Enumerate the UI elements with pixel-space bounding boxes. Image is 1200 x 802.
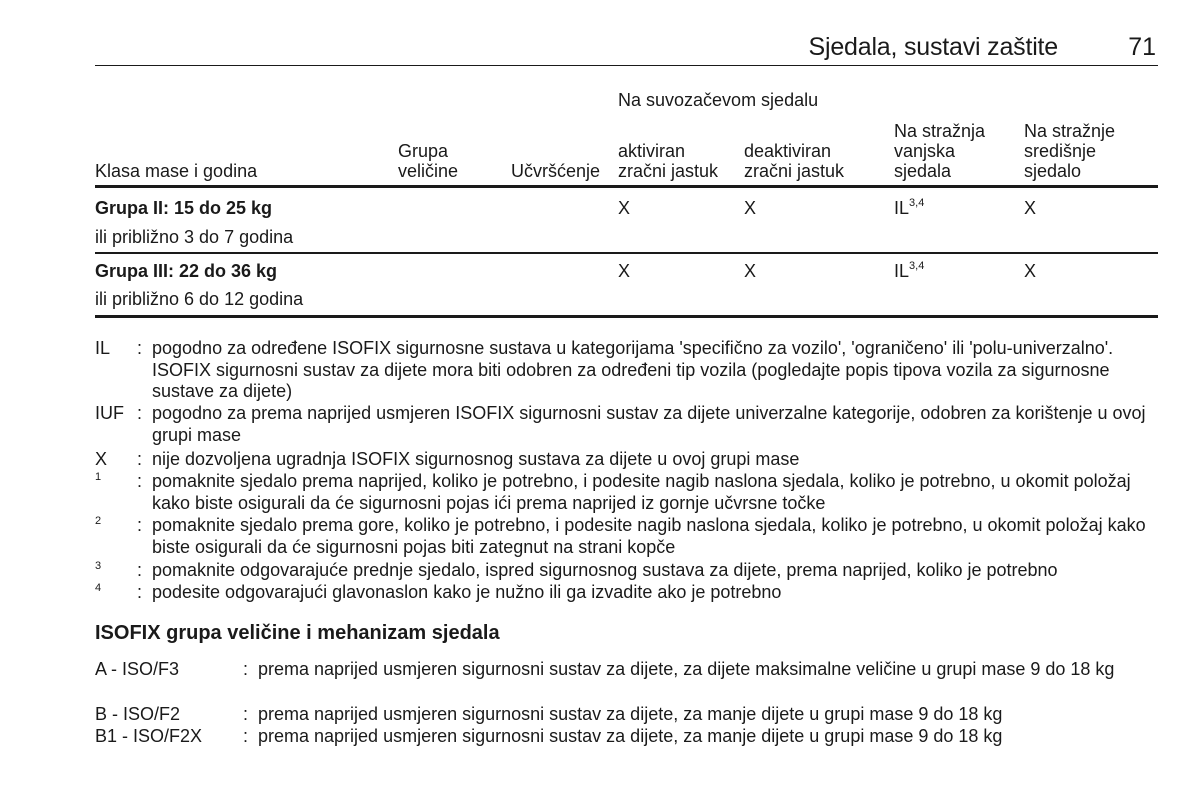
col-header-airbag-off-l2: zračni jastuk (744, 161, 845, 181)
cell-rear-outer: IL$^{3,4}$ (894, 197, 925, 218)
cell-airbag-on: X (618, 261, 631, 281)
size-class-colon: : (243, 704, 249, 724)
footnote-ref: 3,4 (909, 260, 925, 272)
col-header-rear-center-l1: Na stražnje (1024, 121, 1116, 141)
size-class-text: prema naprijed usmjeren sigurnosni sustav za dijete, za manje dijete u grupi mase 9 do 18 kg (258, 726, 1003, 746)
col-header-rear-outer-l2: vanjska (894, 141, 956, 161)
row-age: ili približno 3 do 7 godina (95, 227, 294, 247)
legend-key: IUF (95, 403, 124, 423)
col-header-class: Klasa mase i godina (95, 161, 258, 181)
header-divider (95, 65, 1158, 66)
table-bottom-rule (95, 315, 1158, 318)
col-header-airbag-on-l1: aktiviran (618, 141, 686, 161)
col-header-fixing: Učvršćenje (511, 161, 601, 181)
legend-footnote-number: 2 (95, 515, 102, 527)
legend-colon: : (137, 403, 143, 423)
legend-text: pomaknite sjedalo prema gore, koliko je potrebno, i podesite nagib naslona sjedala, koliko je potrebno, u okomit položaj kako biste osigurali da će sigurnosni pojas biti zategnut na strani kopče (152, 515, 1146, 557)
legend-footnote-number: 3 (95, 560, 102, 572)
legend-colon: : (137, 515, 143, 535)
legend-text: podesite odgovarajući glavonaslon kako je nužno ili ga izvadite ako je potrebno (152, 582, 782, 602)
row-divider (95, 252, 1158, 254)
legend-text: pomaknite sjedalo prema naprijed, koliko je potrebno, i podesite nagib naslona sjedala, koliko je potrebno, u okomit položaj kako biste osigurali da će sigurnosni pojas ići prema naprijed iz gornje učvrsne točke (152, 471, 1131, 513)
cell-rear-center: X (1024, 198, 1037, 218)
page-header-title: Sjedala, sustavi zaštite (808, 33, 1058, 61)
section-heading: ISOFIX grupa veličine i mehanizam sjedala (95, 622, 500, 644)
col-header-airbag-on-l2: zračni jastuk (618, 161, 719, 181)
legend-text: pogodno za prema naprijed usmjeren ISOFIX sigurnosni sustav za dijete univerzalne kategorije, odobren za korištenje u ovoj grupi mase (152, 403, 1146, 445)
size-class-colon: : (243, 659, 249, 679)
col-header-size-group-l1: Grupa (398, 141, 449, 161)
cell-airbag-off: X (744, 198, 757, 218)
row-age: ili približno 6 do 12 godina (95, 289, 304, 309)
legend-text: pomaknite odgovarajuće prednje sjedalo, ispred sigurnosnog sustava za dijete, prema naprijed, koliko je potrebno (152, 560, 1058, 580)
cell-airbag-off: X (744, 261, 757, 281)
legend-key: X (95, 449, 108, 469)
row-class: Grupa III: 22 do 36 kg (95, 261, 278, 281)
legend-colon: : (137, 338, 143, 358)
size-class-key: A - ISO/F3 (95, 659, 180, 679)
size-class-key: B - ISO/F2 (95, 704, 181, 724)
page-number: 71 (1128, 33, 1156, 61)
size-class-key: B1 - ISO/F2X (95, 726, 203, 746)
size-class-text: prema naprijed usmjeren sigurnosni sustav za dijete, za dijete maksimalne veličine u grupi mase 9 do 18 kg (258, 659, 1115, 679)
legend-footnote-number: 4 (95, 582, 102, 594)
table-group-header: Na suvozačevom sjedalu (618, 90, 819, 110)
legend-text: nije dozvoljena ugradnja ISOFIX sigurnosnog sustava za dijete u ovoj grupi mase (152, 449, 800, 469)
col-header-rear-center-l2: središnje (1024, 141, 1097, 161)
footnote-ref: 3,4 (909, 197, 925, 209)
cell-rear-outer: IL$^{3,4}$ (894, 260, 925, 281)
size-class-text: prema naprijed usmjeren sigurnosni sustav za dijete, za manje dijete u grupi mase 9 do 18 kg (258, 704, 1003, 724)
col-header-rear-outer-l3: sjedala (894, 161, 952, 181)
legend-colon: : (137, 560, 143, 580)
legend-colon: : (137, 449, 143, 469)
col-header-airbag-off-l1: deaktiviran (744, 141, 832, 161)
col-header-size-group-l2: veličine (398, 161, 459, 181)
legend-text: pogodno za određene ISOFIX sigurnosne sustava u kategorijama 'specifično za vozilo', 'ograničeno' ili 'polu-univerzalno'. ISOFIX sigurnosni sustav za dijete mora biti odobren za određeni tip vozila (pogledajte popis tipova vozila za sigurnosne sustave za dijete) (152, 338, 1114, 401)
col-header-rear-center-l3: sjedalo (1024, 161, 1082, 181)
table-header-rule (95, 185, 1158, 188)
cell-rear-center: X (1024, 261, 1037, 281)
col-header-rear-outer-l1: Na stražnja (894, 121, 986, 141)
cell-airbag-on: X (618, 198, 631, 218)
legend-colon: : (137, 582, 143, 602)
legend-key: IL (95, 338, 111, 358)
legend-colon: : (137, 471, 143, 491)
row-class: Grupa II: 15 do 25 kg (95, 198, 273, 218)
legend-footnote-number: 1 (95, 471, 102, 483)
size-class-colon: : (243, 726, 249, 746)
